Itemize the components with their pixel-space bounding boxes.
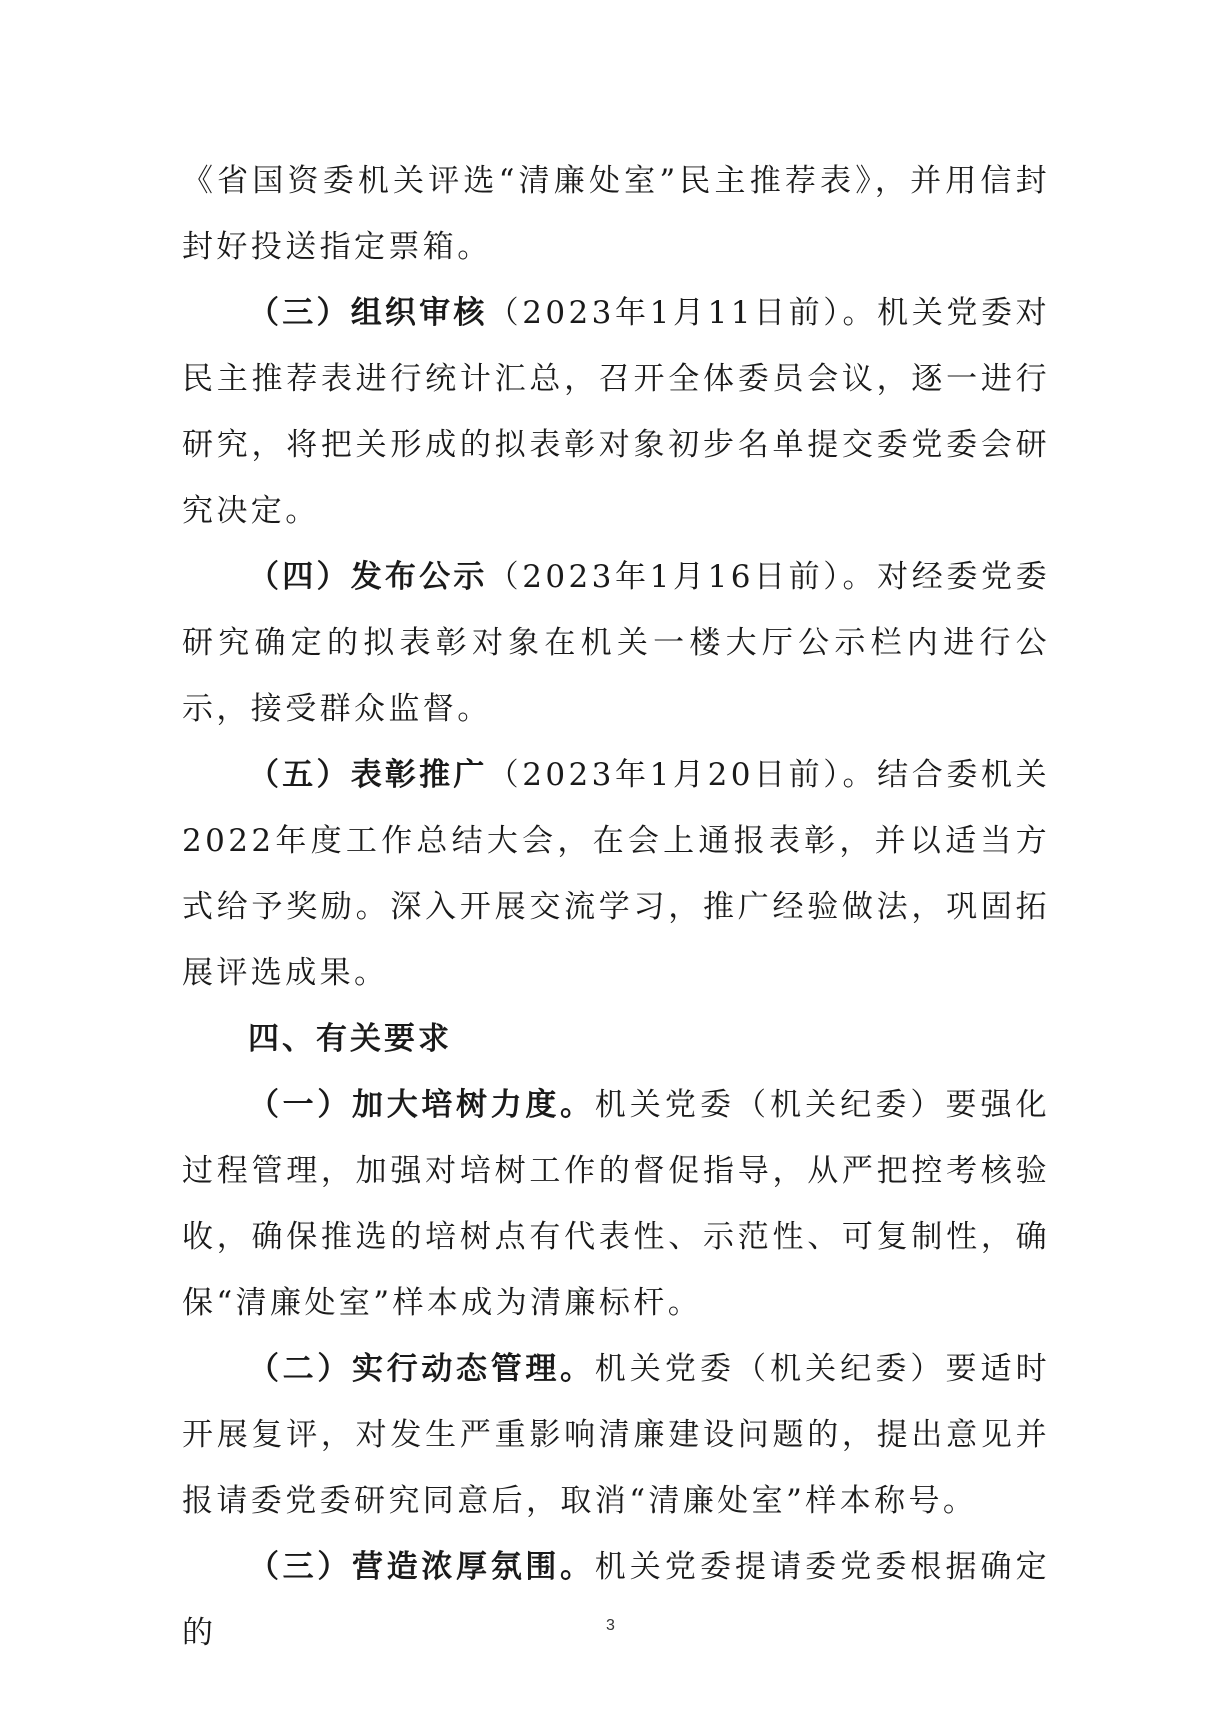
paragraph-commend-promote	[182, 742, 1050, 1006]
paragraph-text: （2023年1月16日前）。对经委党委研究确定的拟表彰对象在机关一楼大厅公示栏内进行公示，接受群众监督。	[182, 559, 1050, 727]
document-body	[182, 148, 1050, 1666]
paragraph-create-atmosphere	[182, 1534, 1050, 1666]
paragraph-text: 机关党委（机关纪委）要适时开展复评，对发生严重影响清廉建设问题的，提出意见并报请委党委研究同意后，取消“清廉处室”样本称号。	[182, 1351, 1051, 1519]
paragraph-organize-review	[182, 280, 1050, 544]
paragraph-lead: （二）实行动态管理。	[248, 1351, 595, 1387]
paragraph-text: 机关党委提请委党委根据确定的	[182, 1549, 1051, 1651]
paragraph-text: 机关党委（机关纪委）要强化过程管理，加强对培树工作的督促指导，从严把控考核验收，确保推选的培树点有代表性、示范性、可复制性，确保“清廉处室”样本成为清廉标杆。	[182, 1087, 1051, 1321]
page-number: 3	[606, 1617, 615, 1634]
paragraph-strengthen-cultivation	[182, 1072, 1050, 1336]
paragraph-lead: （三）组织审核	[248, 295, 488, 331]
paragraph-text: 《省国资委机关评选“清廉处室”民主推荐表》，并用信封封好投送指定票箱。	[182, 163, 1050, 265]
paragraph-lead: （三）营造浓厚氛围。	[248, 1549, 595, 1585]
paragraph-text: （2023年1月20日前）。结合委机关2022年度工作总结大会，在会上通报表彰，并以适当方式给予奖励。深入开展交流学习，推广经验做法，巩固拓展评选成果。	[182, 757, 1050, 991]
paragraph-text: （2023年1月11日前）。机关党委对民主推荐表进行统计汇总，召开全体委员会议，逐一进行研究，将把关形成的拟表彰对象初步名单提交委党委会研究决定。	[182, 295, 1050, 529]
paragraph-lead: （四）发布公示	[248, 559, 488, 595]
paragraph-lead: （一）加大培树力度。	[248, 1087, 595, 1123]
paragraph-lead: （五）表彰推广	[248, 757, 488, 793]
paragraph-dynamic-management	[182, 1336, 1050, 1534]
paragraph-recommendation-form	[182, 148, 1050, 280]
section-heading-requirements: 四、有关要求	[248, 1021, 452, 1057]
paragraph-publish-notice	[182, 544, 1050, 742]
